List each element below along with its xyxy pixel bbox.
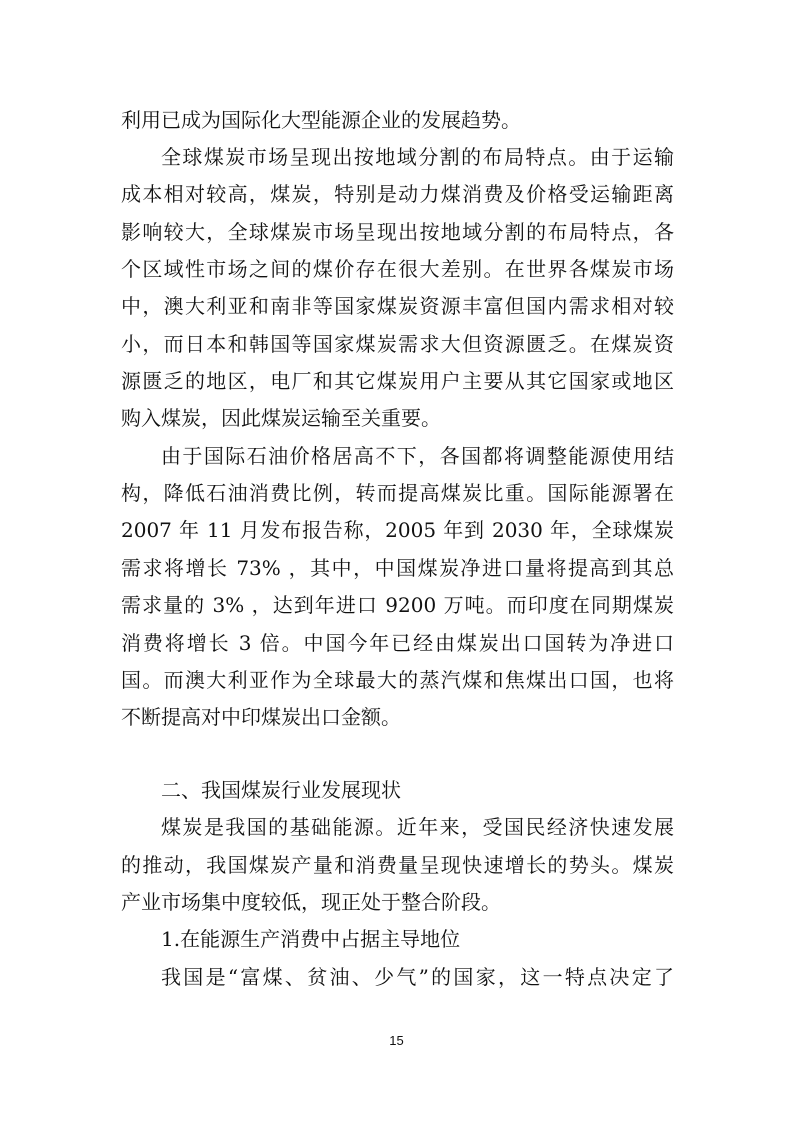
text-line: 成本相对较高，煤炭，特别是动力煤消费及价格受运输距离	[121, 182, 674, 206]
text-line: 构，降低石油消费比例，转而提高煤炭比重。国际能源署在	[121, 481, 674, 505]
text-line: 影响较大，全球煤炭市场呈现出按地域分割的布局特点，各	[121, 220, 674, 244]
text-line: 小，而日本和韩国等国家煤炭需求大但资源匮乏。在煤炭资	[121, 332, 674, 356]
text-line: 1.在能源生产消费中占据主导地位	[161, 927, 461, 951]
text-line: 煤炭是我国的基础能源。近年来，受国民经济快速发展	[161, 815, 674, 839]
text-line: 产业市场集中度较低，现正处于整合阶段。	[121, 890, 501, 914]
text-line: 需求量的 3% ，达到年进口 9200 万吨。而印度在同期煤炭	[121, 593, 674, 617]
text-line: 个区域性市场之间的煤价存在很大差别。在世界各煤炭市场	[121, 257, 674, 281]
text-line: 由于国际石油价格居高不下，各国都将调整能源使用结	[161, 444, 674, 468]
text-line: 中，澳大利亚和南非等国家煤炭资源丰富但国内需求相对较	[121, 294, 674, 318]
text-line: 全球煤炭市场呈现出按地域分割的布局特点。由于运输	[161, 145, 674, 169]
text-line: 消费将增长 3 倍。中国今年已经由煤炭出口国转为净进口	[121, 631, 674, 655]
text-line: 购入煤炭，因此煤炭运输至关重要。	[121, 406, 441, 430]
text-line: 我国是“富煤、贫油、少气”的国家，这一特点决定了	[161, 965, 674, 989]
text-line: 的推动，我国煤炭产量和消费量呈现快速增长的势头。煤炭	[121, 853, 674, 877]
text-line: 利用已成为国际化大型能源企业的发展趋势。	[121, 108, 521, 132]
text-line: 2007 年 11 月发布报告称，2005 年到 2030 年，全球煤炭	[121, 518, 674, 542]
text-line: 需求将增长 73% ，其中，中国煤炭净进口量将提高到其总	[121, 556, 674, 580]
text-line: 源匮乏的地区，电厂和其它煤炭用户主要从其它国家或地区	[121, 369, 674, 393]
page-number: 15	[389, 1033, 404, 1048]
text-line: 国。而澳大利亚作为全球最大的蒸汽煤和焦煤出口国，也将	[121, 668, 674, 692]
text-line: 不断提高对中印煤炭出口金额。	[121, 705, 401, 729]
text-line: 二、我国煤炭行业发展现状	[161, 778, 401, 802]
